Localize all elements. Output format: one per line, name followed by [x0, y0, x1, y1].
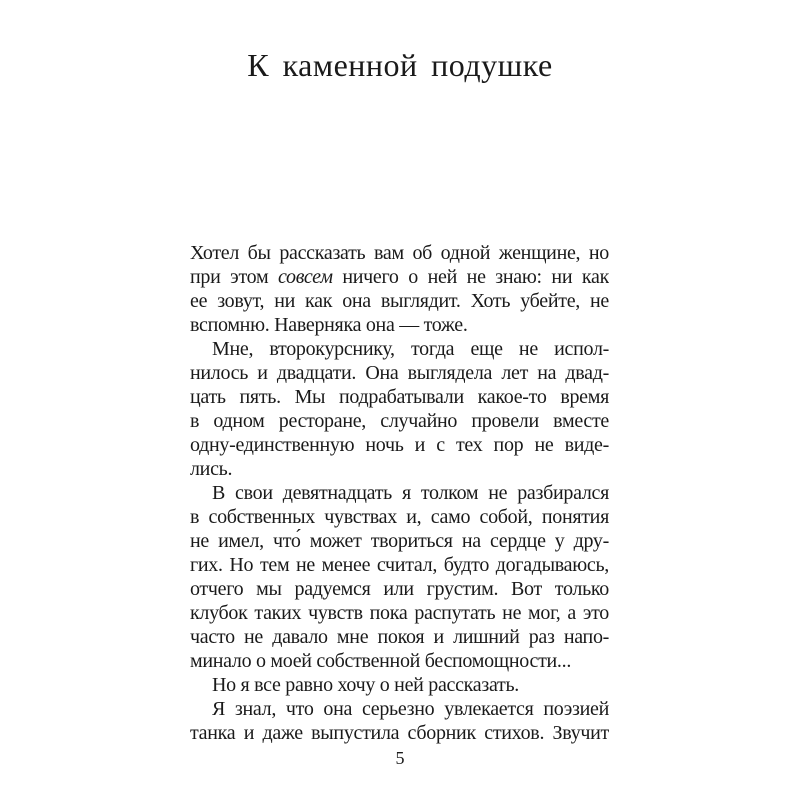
text-segment: ничего о ней не знаю: ни как [332, 266, 609, 288]
text-segment: Я знал, что она серьезно увлекается поэзией [212, 698, 609, 720]
text-line [190, 649, 609, 673]
text-line [190, 553, 609, 577]
text-segment: часто не давало мне покоя и лишний раз напо- [190, 626, 609, 648]
text-line [190, 241, 609, 265]
text-segment: гих. Но тем не менее считал, будто догадываюсь, [190, 554, 609, 576]
text-segment: клубок таких чувств пока распутать не мог, а это [190, 602, 609, 624]
text-segment: танка и даже выпустила сборник стихов. Звучит [190, 722, 609, 744]
text-segment: в собственных чувствах и, само собой, понятия [190, 506, 609, 528]
text-line [190, 577, 609, 601]
text-line [190, 673, 609, 697]
text-segment: Но я все равно хочу о ней рассказать. [212, 674, 519, 696]
text-segment: В свои девятнадцать я толком не разбирался [212, 482, 609, 504]
text-line [190, 505, 609, 529]
text-line [190, 313, 609, 337]
text-line [190, 289, 609, 313]
text-segment: при этом [190, 266, 278, 288]
text-line [190, 265, 609, 289]
text-line [190, 457, 609, 481]
text-line [190, 385, 609, 409]
text-block [190, 241, 609, 745]
text-segment: лись. [190, 458, 233, 480]
text-segment: в одном ресторане, случайно провели вместе [190, 410, 609, 432]
page-number: 5 [395, 748, 405, 768]
text-line [190, 697, 609, 721]
text-segment: отчего мы радуемся или грустим. Вот только [190, 578, 609, 600]
paragraph [190, 241, 609, 337]
text-line [190, 433, 609, 457]
paragraph [190, 673, 609, 697]
text-segment: нилось и двадцати. Она выглядела лет на двад- [190, 362, 609, 384]
text-line [190, 721, 609, 745]
text-segment: минало о моей собственной беспомощности... [190, 650, 572, 672]
text-line [190, 361, 609, 385]
text-segment: цать пять. Мы подрабатывали какое-то время [190, 386, 609, 408]
text-segment: ее зовут, ни как она выглядит. Хоть убейте, не [190, 290, 609, 312]
italic-text: совсем [277, 266, 333, 288]
text-segment: вспомню. Наверняка она — тоже. [190, 314, 468, 336]
text-line [190, 337, 609, 361]
text-line [190, 625, 609, 649]
text-segment: не имел, что́ может твориться на сердце у дру- [190, 530, 609, 552]
text-line [190, 409, 609, 433]
paragraph [190, 697, 609, 745]
text-line [190, 529, 609, 553]
chapter-title: К каменной подушке [247, 47, 553, 83]
text-line [190, 481, 609, 505]
text-segment: одну-единственную ночь и с тех пор не виде- [190, 434, 609, 456]
paragraph [190, 337, 609, 481]
paragraph [190, 481, 609, 673]
text-segment: Мне, второкурснику, тогда еще не испол- [212, 338, 609, 360]
text-line [190, 601, 609, 625]
text-segment: Хотел бы рассказать вам об одной женщине, но [190, 242, 609, 264]
